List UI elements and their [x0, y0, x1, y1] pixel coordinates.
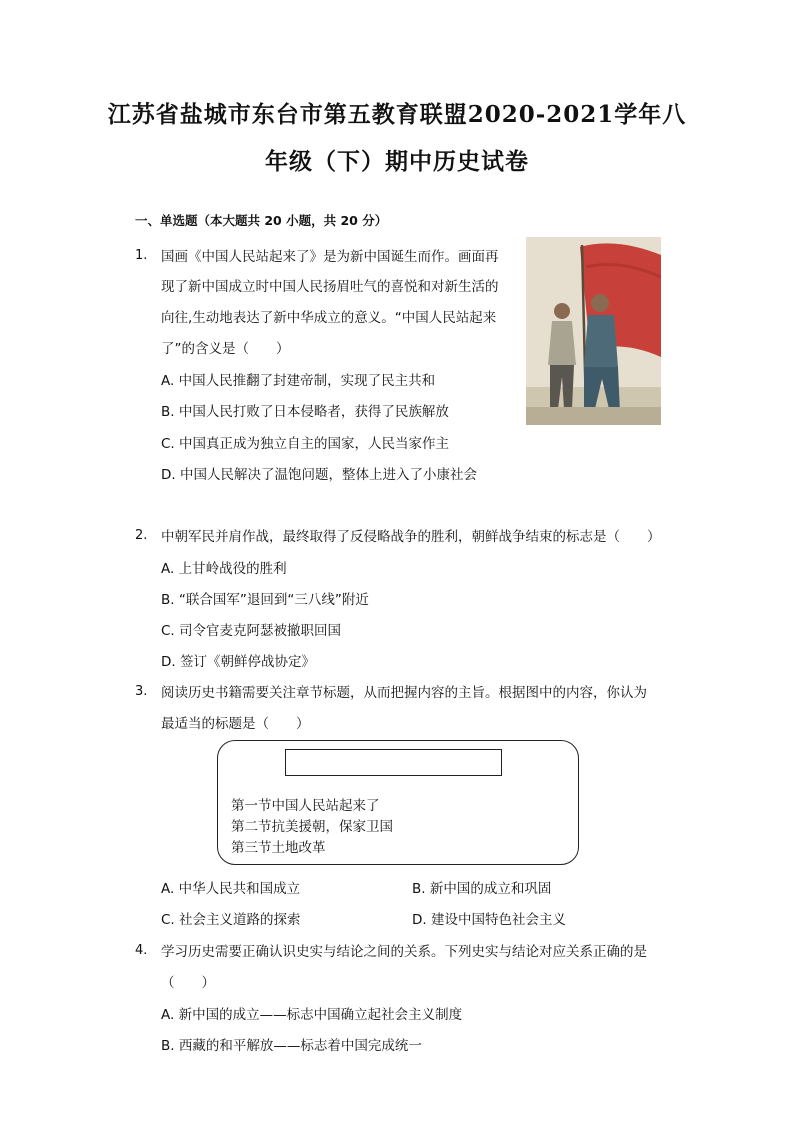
question-2-number: 2.: [135, 528, 148, 543]
question-1-stem-line: 国画《中国人民站起来了》是为新中国诞生而作。画面再: [161, 249, 499, 265]
question-1-option-a[interactable]: A. 中国人民推翻了封建帝制，实现了民主共和: [161, 373, 436, 389]
question-4-stem-line: 学习历史需要正确认识史实与结论之间的关系。下列史实与结论对应关系正确的是: [161, 944, 647, 960]
question-1-stem-line: 了”的含义是（ ）: [161, 341, 290, 357]
question-2-option-d[interactable]: D. 签订《朝鲜停战协定》: [161, 654, 315, 670]
section-heading: 一、单选题（本大题共 20 小题，共 20 分）: [135, 213, 388, 228]
question-1-option-c[interactable]: C. 中国真正成为独立自主的国家，人民当家作主: [161, 436, 450, 452]
question-4-number: 4.: [135, 943, 148, 958]
question-3-option-a[interactable]: A. 中华人民共和国成立: [161, 881, 301, 897]
chapter-outline-line: 第一节中国人民站起来了: [231, 798, 380, 814]
question-2-option-b[interactable]: B. “联合国军”退回到“三八线”附近: [161, 592, 369, 608]
chapter-outline-line: 第二节抗美援朝，保家卫国: [231, 819, 393, 835]
painting-image: [526, 237, 661, 425]
question-2-stem: 中朝军民并肩作战，最终取得了反侵略战争的胜利，朝鲜战争结束的标志是（ ）: [161, 529, 661, 545]
question-1-stem-line: 现了新中国成立时中国人民扬眉吐气的喜悦和对新生活的: [161, 279, 499, 295]
exam-title-line1: 江苏省盐城市东台市第五教育联盟2020-2021学年八: [107, 101, 687, 128]
chapter-title-blank: [285, 749, 502, 776]
question-3-stem-line: 阅读历史书籍需要关注章节标题，从而把握内容的主旨。根据图中的内容，你认为: [161, 685, 647, 701]
question-2-option-a[interactable]: A. 上甘岭战役的胜利: [161, 561, 287, 577]
question-1-option-b[interactable]: B. 中国人民打败了日本侵略者，获得了民族解放: [161, 404, 449, 420]
question-4-option-a[interactable]: A. 新中国的成立——标志中国确立起社会主义制度: [161, 1007, 463, 1023]
question-4-option-b[interactable]: B. 西藏的和平解放——标志着中国完成统一: [161, 1038, 422, 1054]
exam-title-line2: 年级（下）期中历史试卷: [265, 148, 529, 175]
question-4-stem-line: （ ）: [161, 975, 215, 991]
question-3-stem-line: 最适当的标题是（ ）: [161, 716, 310, 732]
question-3-option-c[interactable]: C. 社会主义道路的探索: [161, 912, 301, 928]
question-3-number: 3.: [135, 684, 148, 699]
question-1-option-d[interactable]: D. 中国人民解决了温饱问题，整体上进入了小康社会: [161, 467, 477, 483]
question-3-option-d[interactable]: D. 建设中国特色社会主义: [412, 912, 566, 928]
question-1-stem-line: 向往,生动地表达了新中华成立的意义。“中国人民站起来: [161, 310, 497, 326]
question-3-option-b[interactable]: B. 新中国的成立和巩固: [412, 881, 552, 897]
question-2-option-c[interactable]: C. 司令官麦克阿瑟被撤职回国: [161, 623, 342, 639]
chapter-outline-line: 第三节土地改革: [231, 840, 326, 856]
question-1-number: 1.: [135, 248, 148, 263]
